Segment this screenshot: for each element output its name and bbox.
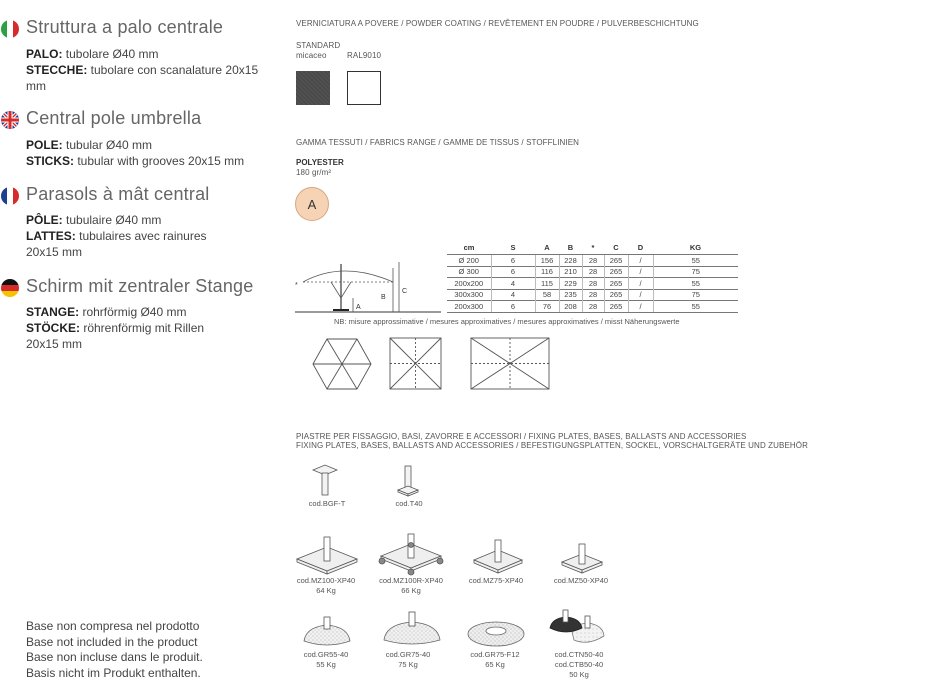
- table-cell: Ø 300: [447, 266, 491, 278]
- table-row: [447, 289, 738, 301]
- accessory-code: cod.MZ75-XP40: [468, 576, 524, 585]
- square-canopy-icon: [389, 337, 442, 390]
- spec-key: LATTES:: [26, 229, 76, 243]
- spec-value: tubulaire Ø40 mm: [62, 213, 162, 227]
- table-cell: 265: [604, 301, 628, 313]
- granite-base-gr75-icon: [381, 610, 443, 648]
- spec-value: tubular Ø40 mm: [62, 138, 153, 152]
- spec-key: STICKS:: [26, 154, 74, 168]
- table-cell: 28: [582, 301, 604, 313]
- table-row: [447, 255, 738, 267]
- column-header: S: [510, 242, 516, 252]
- accessory-weight: 75 Kg: [398, 660, 418, 669]
- table-cell: 28: [582, 255, 604, 267]
- table-cell: 265: [604, 255, 628, 267]
- accessory-code: [286, 576, 366, 596]
- base-note-line: Basis nicht im Produkt enthalten.: [26, 665, 201, 680]
- section-body-it: [26, 46, 276, 94]
- table-cell: 210: [559, 266, 582, 278]
- swatch-micaceo: [296, 71, 330, 105]
- accessory-weight: 64 Kg: [316, 586, 336, 595]
- column-header: *: [591, 242, 595, 252]
- dim-label-b: B: [381, 294, 386, 301]
- spec-key: STECCHE:: [26, 63, 88, 77]
- spec-key: PÔLE:: [26, 213, 63, 227]
- table-cell: 28: [582, 278, 604, 290]
- base-mz75-icon: [472, 538, 524, 574]
- table-cell: 4: [491, 289, 535, 301]
- table-cell: 75: [653, 266, 738, 278]
- table-cell: /: [628, 289, 653, 301]
- table-row: [447, 301, 738, 313]
- accessory-code: cod.MZ50-XP40: [553, 576, 609, 585]
- accessory-weight: 66 Kg: [401, 586, 421, 595]
- base-mz50-icon: [560, 542, 604, 574]
- table-cell: 235: [559, 289, 582, 301]
- swatch-label: micaceo: [296, 51, 327, 60]
- swatch-label-ral: RAL9010: [347, 51, 382, 60]
- fabric-name: POLYESTER: [296, 158, 344, 167]
- column-header: A: [544, 242, 550, 252]
- column-header: cm: [463, 242, 475, 252]
- table-cell: 115: [535, 278, 559, 290]
- section-body-fr: [26, 212, 276, 260]
- table-cell: 229: [559, 278, 582, 290]
- section-body-de: [26, 304, 276, 352]
- table-cell: 265: [604, 289, 628, 301]
- accessory-code-text: cod.CTB50-40: [554, 660, 604, 669]
- table-cell: 28: [582, 266, 604, 278]
- accessory-code-text: cod.MZ100R-XP40: [379, 576, 443, 585]
- fabric-weight: 180 gr/m²: [296, 168, 332, 177]
- accessory-weight: 55 Kg: [316, 660, 336, 669]
- fixing-plate-t40-icon: [396, 464, 420, 498]
- table-row: [447, 278, 738, 290]
- base-note-line: Base not included in the product: [26, 634, 198, 649]
- measure-note: NB: misure approssimative / mesures approximatives / mesures approximatives / misst Näherungswerte: [334, 317, 680, 326]
- uk-flag-icon: [1, 111, 19, 129]
- accessory-code-text: cod.GR75-F12: [470, 650, 520, 659]
- accessory-code-text: cod.GR55-40: [303, 650, 349, 659]
- hexagon-canopy-icon: [312, 338, 372, 390]
- spec-value: röhrenförmig mit Rillen 20x15 mm: [26, 321, 205, 351]
- accessory-code: [371, 576, 451, 596]
- accessory-code: [539, 650, 619, 680]
- swatch-ral9010: [347, 71, 381, 105]
- table-cell: /: [628, 301, 653, 313]
- accessory-code: cod.BGF-T: [308, 499, 346, 508]
- table-cell: Ø 200: [447, 255, 491, 267]
- spec-key: STÖCKE:: [26, 321, 80, 335]
- table-cell: 4: [491, 278, 535, 290]
- fixing-plate-bgf-icon: [310, 463, 340, 497]
- base-mz100r-icon: [377, 532, 445, 576]
- table-cell: 208: [559, 301, 582, 313]
- table-cell: 28: [582, 289, 604, 301]
- table-cell: 76: [535, 301, 559, 313]
- accessory-code-text: cod.MZ100-XP40: [296, 576, 356, 585]
- table-cell: 200x200: [447, 278, 491, 290]
- table-cell: 265: [604, 266, 628, 278]
- base-note: [26, 619, 203, 681]
- base-mz100-icon: [295, 535, 359, 575]
- italy-flag-icon: [1, 20, 19, 38]
- base-note-line: Base non incluse dans le produit.: [26, 650, 203, 664]
- dim-label-c: C: [402, 288, 408, 295]
- table-header-row: [447, 242, 738, 255]
- column-header: D: [637, 242, 644, 252]
- granite-ring-gr75f12-icon: [466, 620, 526, 648]
- spec-key: STANGE:: [26, 305, 80, 319]
- accessory-weight: 50 Kg: [569, 670, 589, 679]
- table-cell: 55: [653, 255, 738, 267]
- table-cell: /: [628, 266, 653, 278]
- france-flag-icon: [1, 187, 19, 205]
- canopy-outline: [303, 271, 393, 282]
- table-cell: 75: [653, 289, 738, 301]
- table-cell: /: [628, 255, 653, 267]
- table-cell: 6: [491, 266, 535, 278]
- swatch-label: STANDARD: [296, 41, 341, 50]
- spec-key: POLE:: [26, 138, 63, 152]
- accessory-code: [286, 650, 366, 670]
- concrete-base-ctn50-icon: [548, 608, 606, 648]
- accessory-code: [455, 650, 535, 670]
- accessories-heading-1: PIASTRE PER FISSAGGIO, BASI, ZAVORRE E ACCESSORI / FIXING PLATES, BASES, BALLASTS AND ACCESSORIES: [296, 432, 747, 441]
- accessory-code-text: cod.GR75-40: [385, 650, 431, 659]
- section-title-en: Central pole umbrella: [26, 108, 202, 128]
- table-cell: 116: [535, 266, 559, 278]
- accessory-code: [368, 650, 448, 670]
- column-header: KG: [689, 242, 702, 252]
- table-cell: 58: [535, 289, 559, 301]
- spec-key: PALO:: [26, 47, 63, 61]
- base-note-line: Base non compresa nel prodotto: [26, 619, 200, 633]
- coating-heading: VERNICIATURA A POVERE / POWDER COATING / REVÊTEMENT EN POUDRE / PULVERBESCHICHTUNG: [296, 19, 699, 28]
- section-title-de: Schirm mit zentraler Stange: [26, 276, 254, 296]
- table-cell: 6: [491, 255, 535, 267]
- rectangle-canopy-icon: [470, 337, 550, 390]
- swatch-label-standard: [296, 41, 340, 61]
- spec-value: tubolare Ø40 mm: [62, 47, 159, 61]
- accessories-heading-2: FIXING PLATES, BASES, BALLASTS AND ACCESSORIES / BEFESTIGUNGSPLATTEN, SOCKEL, VORSCHALTGERÄTE UND ZUBEHÖR: [296, 441, 808, 450]
- spec-value: tubulaires avec rainures 20x15 mm: [26, 229, 207, 259]
- table-cell: /: [628, 278, 653, 290]
- germany-flag-icon: [1, 279, 19, 297]
- section-title-it: Struttura a palo centrale: [26, 17, 224, 37]
- table-cell: 55: [653, 278, 738, 290]
- table-cell: 55: [653, 301, 738, 313]
- spec-value: rohrförmig Ø40 mm: [79, 305, 187, 319]
- spec-value: tubolare con scanalature 20x15 mm: [26, 63, 259, 93]
- accessory-code: cod.T40: [395, 499, 423, 508]
- fabrics-heading: GAMMA TESSUTI / FABRICS RANGE / GAMME DE TISSUS / STOFFLINIEN: [296, 138, 580, 147]
- table-cell: 228: [559, 255, 582, 267]
- accessory-code-text: cod.CTN50-40: [554, 650, 604, 659]
- table-cell: 200x300: [447, 301, 491, 313]
- table-cell: 6: [491, 301, 535, 313]
- dimensions-table: [447, 242, 738, 313]
- section-body-en: [26, 137, 276, 169]
- accessory-weight: 65 Kg: [485, 660, 505, 669]
- column-header: C: [613, 242, 619, 252]
- section-title-fr: Parasols à mât central: [26, 184, 210, 204]
- table-cell: 300x300: [447, 289, 491, 301]
- dim-label-star: *: [295, 282, 298, 289]
- table-cell: 265: [604, 278, 628, 290]
- spec-value: tubular with grooves 20x15 mm: [74, 154, 245, 168]
- table-cell: 156: [535, 255, 559, 267]
- column-header: B: [567, 242, 574, 252]
- granite-base-gr55-icon: [300, 615, 354, 649]
- dim-label-a: A: [356, 304, 361, 311]
- fabric-badge-label: A: [307, 196, 317, 212]
- fabric-badge: [295, 187, 329, 221]
- umbrella-side-diagram: [293, 258, 443, 318]
- table-row: [447, 266, 738, 278]
